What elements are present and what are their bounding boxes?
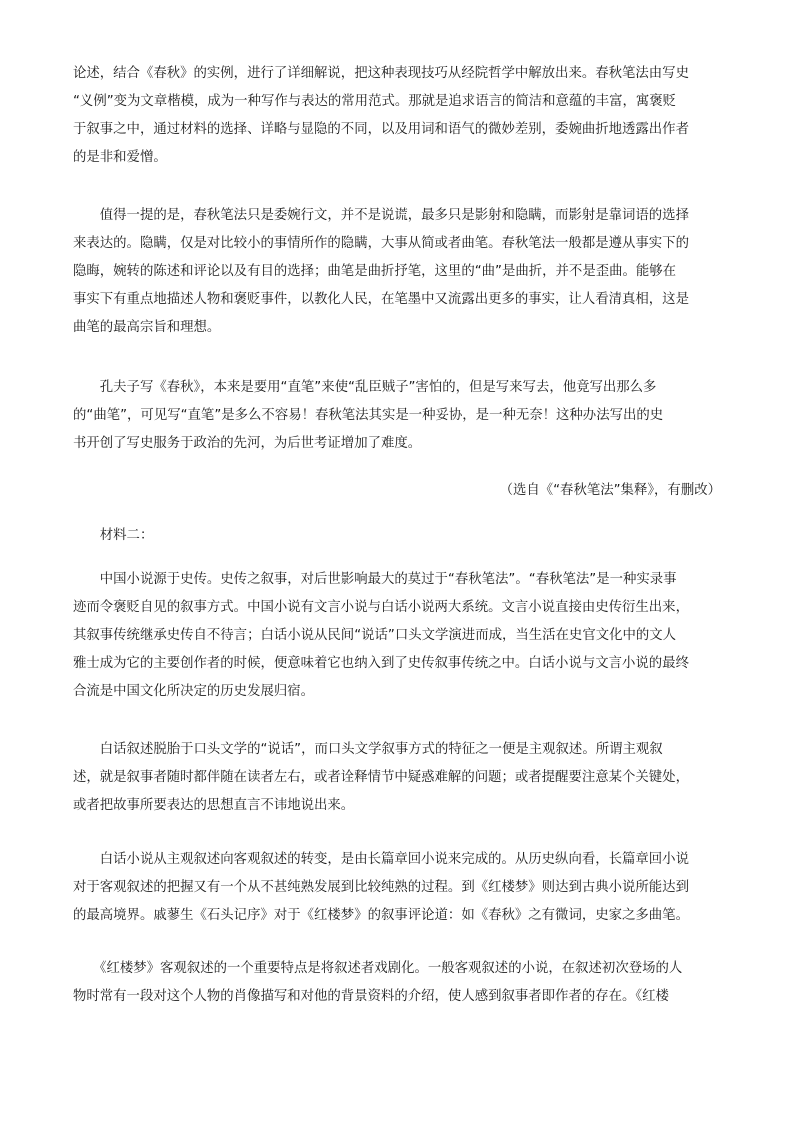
text-line: 述，就是叙事者随时都伴随在读者左右，或者诠释情节中疑惑难解的问题；或者提醒要注意某个关键处，: [73, 770, 689, 785]
text-line: 物时常有一段对这个人物的肖像描写和对他的背景资料的介绍，使人感到叙事者即作者的存在。《红楼: [73, 989, 669, 1004]
text-line: 对于客观叙述的把握又有一个从不甚纯熟发展到比较纯熟的过程。到《红楼梦》则达到古典小说所能达到: [73, 880, 689, 895]
text-line: 论述，结合《春秋》的实例，进行了详细解说，把这种表现技巧从经院哲学中解放出来。春秋笔法由写史: [73, 66, 689, 81]
paragraph-1: [73, 60, 721, 172]
text-line: 《红楼梦》客观叙述的一个重要特点是将叙述者戏剧化。一般客观叙述的小说，在叙述初次登场的人: [73, 961, 683, 976]
text-line: 或者把故事所要表达的思想直言不讳地说出来。: [73, 798, 355, 813]
text-line: 雅士成为它的主要创作者的时候，便意味着它也纳入到了史传叙事传统之中。白话小说与文言小说的最终: [73, 656, 689, 671]
text-line: 迹而令褒贬自见的叙事方式。中国小说有文言小说与白话小说两大系统。文言小说直接由史传衍生出来，: [73, 600, 689, 615]
text-line: 隐晦，婉转的陈述和评论以及有目的选择；曲笔是曲折抒笔，这里的“曲”是曲折，并不是歪曲。能够在: [73, 264, 677, 279]
text-line: 来表达的。隐瞒，仅是对比较小的事情所作的隐瞒，大事从简或者曲笔。春秋笔法一般都是遵从事实下的: [73, 236, 689, 251]
paragraph-6: [73, 846, 721, 930]
text-line: 曲笔的最高宗旨和理想。: [73, 320, 221, 335]
text-line: 值得一提的是，春秋笔法只是委婉行文，并不是说谎，最多只是影射和隐瞒，而影射是靠词语的选择: [73, 208, 689, 223]
paragraph-5: [73, 736, 721, 820]
material-two-heading-block: [73, 522, 721, 550]
text-line: 白话叙述脱胎于口头文学的“说话”，而口头文学叙事方式的特征之一便是主观叙述。所谓主观叙: [73, 742, 663, 757]
text-line: 合流是中国文化所决定的历史发展归宿。: [73, 684, 315, 699]
text-line: 书开创了写史服务于政治的先河，为后世考证增加了难度。: [73, 436, 422, 451]
paragraph-4: [73, 566, 721, 706]
text-line: 的是非和爱憎。: [73, 150, 167, 165]
paragraph-7: [73, 955, 721, 1011]
source-note-block: [73, 477, 721, 505]
text-line: 的最高境界。戚蓼生《石头记序》对于《红楼梦》的叙事评论道：如《春秋》之有微词，史家之多曲笔。: [73, 908, 689, 923]
text-line: 的“曲笔”，可见写“直笔”是多么不容易！春秋笔法其实是一种妥协，是一种无奈！这种办法写出的史: [73, 408, 664, 423]
text-line: 中国小说源于史传。史传之叙事，对后世影响最大的莫过于“春秋笔法”。“春秋笔法”是一种实录事: [73, 572, 677, 587]
text-line: 白话小说从主观叙述向客观叙述的转变，是由长篇章回小说来完成的。从历史纵向看，长篇章回小说: [73, 852, 689, 867]
text-line: “义例”变为文章楷模，成为一种写作与表达的常用范式。那就是追求语言的简洁和意蕴的丰富，寓褒贬: [73, 94, 677, 109]
paragraph-2: [73, 202, 721, 342]
text-line: 事实下有重点地描述人物和褒贬事件，以教化人民，在笔墨中又流露出更多的事实，让人看清真相，这是: [73, 292, 689, 307]
text-line: 孔夫子写《春秋》，本来是要用“直笔”来使“乱臣贼子”害怕的，但是写来写去，他竟写出那么多: [73, 380, 657, 395]
material-two-heading: 材料二：: [73, 528, 154, 543]
text-line: 其叙事传统继承史传自不待言；白话小说从民间“说话”口头文学演进而成，当生活在史官文化中的文人: [73, 628, 677, 643]
source-note: （选自《“春秋笔法”集释》，有删改）: [499, 483, 721, 498]
paragraph-3: [73, 374, 721, 458]
text-line: 于叙事之中，通过材料的选择、详略与显隐的不同，以及用词和语气的微妙差别，委婉曲折地透露出作者: [73, 122, 689, 137]
